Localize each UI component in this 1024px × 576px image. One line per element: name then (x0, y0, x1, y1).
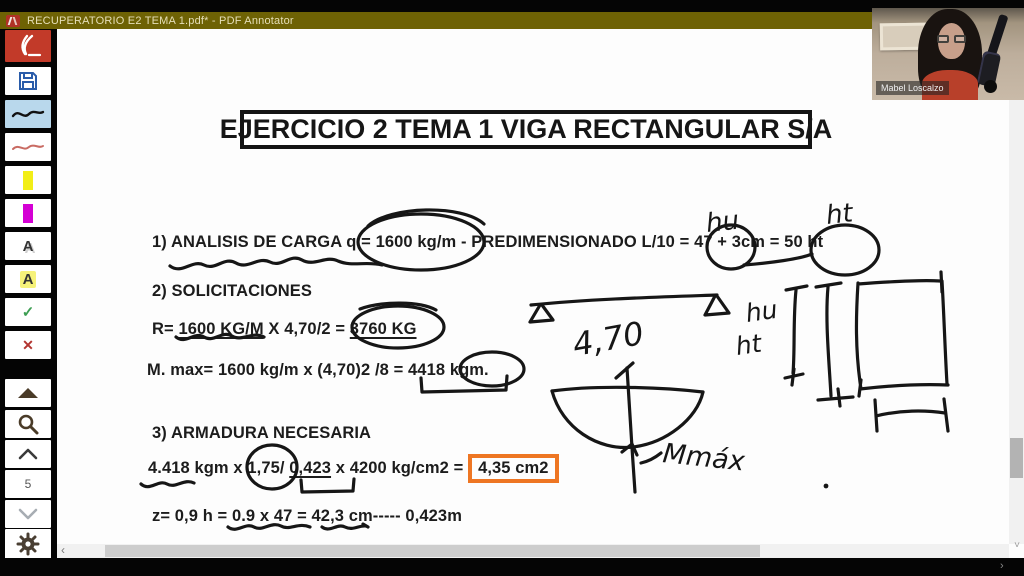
line3-middle: X 4,70/2 = (263, 320, 350, 338)
line3-prefix: R= (152, 320, 179, 338)
more-right-icon[interactable]: › (1000, 560, 1004, 572)
lever-arm-equation: z= 0,9 h = 0.9 x 47 = 42,3 cm----- 0,423m (152, 507, 462, 525)
check-icon: ✓ (21, 304, 35, 321)
solicitaciones-heading: 2) SOLICITACIONES (152, 282, 312, 300)
line1-hu-value: 47 (694, 233, 713, 251)
scroll-to-top-button[interactable] (5, 379, 51, 407)
highlighter-magenta-button[interactable] (5, 199, 51, 227)
webcam-video-tile[interactable] (872, 8, 1024, 100)
line6-factor: 1,75 (247, 459, 280, 477)
search-icon (17, 413, 39, 435)
line6-slash: / (279, 459, 290, 477)
doc-line-2 (152, 282, 312, 301)
line1-prefix: 1) ANALISIS DE CARGA q = (152, 233, 376, 251)
chevron-down-icon (18, 508, 38, 520)
text-note-icon: A (22, 237, 34, 255)
doc-line-5 (152, 424, 371, 443)
hw-label-ht-right: ht (733, 328, 764, 361)
cross-icon: ✕ (22, 336, 34, 353)
doc-line-4 (147, 361, 489, 380)
line6-prefix: 4.418 kgm x (148, 459, 248, 477)
horizontal-scrollbar-thumb[interactable] (105, 545, 760, 557)
scrollbar-down-icon[interactable]: ˅ (1014, 540, 1020, 551)
line6-lever: 0,423 (289, 459, 332, 477)
stamp-cross-button[interactable] (5, 331, 51, 359)
page-number-field[interactable] (5, 470, 51, 498)
armadura-heading: 3) ARMADURA NECESARIA (152, 424, 372, 442)
webcam-name-label: Mabel Loscalzo (876, 81, 949, 95)
text-highlight-button[interactable] (5, 265, 51, 293)
exercise-title: EJERCICIO 2 TEMA 1 VIGA RECTANGULAR S/A (219, 114, 833, 144)
line3-reaction: 3760 KG (349, 320, 417, 338)
pen-logo-icon (13, 34, 43, 58)
stamp-check-button[interactable] (5, 298, 51, 326)
mmax-equation: M. max= 1600 kg/m x (4,70)2 /8 = 4418 kgm. (147, 361, 489, 379)
search-button[interactable] (5, 410, 51, 438)
line1-load-value: 1600 kg/m (375, 233, 457, 251)
doc-line-3 (152, 320, 417, 339)
presenter-glasses (937, 35, 966, 44)
window-title: RECUPERATORIO E2 TEMA 1.pdf* - PDF Annotator (27, 14, 294, 27)
hw-label-mmax: Mmáx (661, 438, 747, 478)
bottom-black-strip (0, 558, 1024, 576)
yellow-highlighter-icon (23, 171, 33, 190)
solid-up-triangle-icon (17, 387, 39, 399)
settings-button[interactable] (5, 529, 51, 559)
black-pen-stroke-icon (11, 106, 45, 122)
pen-tool-red-button[interactable] (5, 133, 51, 161)
red-pen-stroke-icon (11, 140, 45, 154)
doc-line-1 (152, 233, 823, 252)
vertical-scrollbar-thumb[interactable] (1010, 438, 1023, 478)
line1-plus: + 3cm = (712, 233, 785, 251)
scroll-left-icon[interactable]: ‹ (61, 543, 65, 557)
text-note-button[interactable] (5, 232, 51, 260)
magenta-highlighter-icon (23, 204, 33, 223)
pdf-annotator-logo-icon (6, 15, 20, 27)
pen-tool-black-button[interactable] (5, 100, 51, 128)
top-black-strip (0, 0, 1024, 12)
save-icon (17, 70, 39, 92)
line6-middle: x 4200 kg/cm2 = (331, 459, 469, 477)
result-highlight-box: 4,35 cm2 (468, 454, 559, 483)
pdf-annotator-pen-button[interactable] (5, 30, 51, 62)
line1-ht-value: 50 ht (784, 233, 824, 251)
line1-middle: - PREDIMENSIONADO L/10 = (456, 233, 695, 251)
exercise-title-box (219, 110, 833, 149)
hw-label-ht-top: ht (824, 198, 855, 231)
highlighter-yellow-button[interactable] (5, 166, 51, 194)
doc-line-7 (152, 507, 462, 526)
hw-label-hu-right: hu (743, 294, 780, 328)
hw-label-hu-top: hu (704, 205, 741, 239)
window-titlebar (0, 12, 1024, 29)
hw-label-span: 4,70 (569, 314, 647, 364)
page-number-value: 5 (24, 477, 32, 491)
previous-page-button[interactable] (5, 440, 51, 468)
gear-icon (16, 532, 40, 556)
next-page-button[interactable] (5, 500, 51, 528)
tool-sidebar (0, 29, 57, 576)
doc-line-6 (148, 459, 559, 478)
line3-load: 1600 KG/M (178, 320, 264, 338)
save-button[interactable] (5, 67, 51, 95)
microphone-foam (984, 80, 997, 93)
chevron-up-icon (18, 448, 38, 460)
text-highlight-icon: A (20, 271, 37, 288)
